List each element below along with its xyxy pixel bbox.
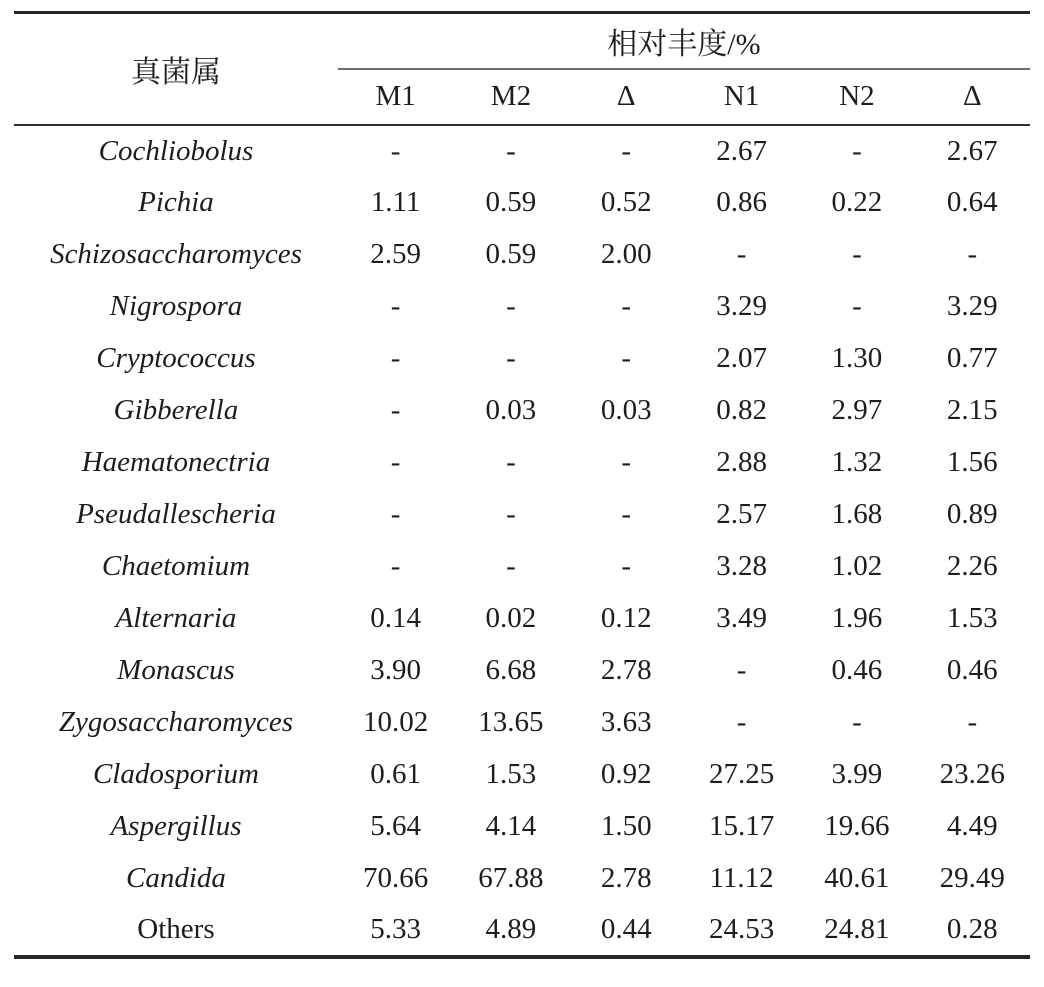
column-header-delta-m: Δ — [569, 69, 684, 125]
column-header-m2: M2 — [453, 69, 568, 125]
value-cell: - — [390, 394, 401, 426]
table-row — [14, 905, 1030, 957]
genus-cell: Pseudallescheria — [76, 498, 276, 530]
value-cell: 0.03 — [600, 394, 652, 426]
table-row — [14, 593, 1030, 645]
value-cell: - — [736, 654, 747, 686]
fungal-relative-abundance-table — [14, 11, 1030, 959]
value-cell: 10.02 — [362, 706, 429, 738]
value-cell: 0.03 — [485, 394, 537, 426]
value-cell: 0.12 — [600, 602, 652, 634]
value-cell: 0.61 — [370, 758, 421, 790]
value-cell: - — [390, 290, 401, 322]
genus-cell: Others — [137, 913, 215, 945]
value-cell: 19.66 — [824, 810, 890, 842]
value-cell: - — [852, 238, 862, 270]
value-cell: 0.92 — [600, 758, 652, 790]
value-cell: 40.61 — [824, 862, 890, 894]
table-row — [14, 437, 1030, 489]
value-cell: 2.59 — [370, 238, 421, 270]
value-cell: - — [390, 550, 401, 582]
value-cell: - — [390, 134, 401, 167]
value-cell: 4.49 — [946, 810, 998, 842]
table-row — [14, 333, 1030, 385]
genus-cell: Chaetomium — [101, 550, 251, 582]
genus-column-header: 真菌属 — [14, 13, 338, 125]
value-cell: - — [506, 290, 516, 322]
value-cell: - — [621, 290, 632, 322]
value-cell: - — [736, 706, 747, 738]
value-cell: 1.11 — [370, 186, 421, 218]
column-header-m1: M1 — [338, 69, 453, 125]
value-cell: 0.59 — [485, 186, 537, 218]
value-cell: 70.66 — [362, 862, 429, 894]
value-cell: 2.88 — [716, 446, 767, 478]
value-cell: - — [390, 446, 401, 478]
value-cell: 0.46 — [831, 654, 883, 686]
value-cell: 0.82 — [716, 394, 767, 426]
value-cell: - — [506, 134, 516, 167]
table-header — [14, 13, 1030, 125]
value-cell: 2.67 — [946, 134, 998, 167]
value-cell: 0.86 — [716, 186, 767, 218]
value-cell: - — [736, 238, 747, 270]
value-cell: 24.53 — [708, 913, 775, 945]
value-cell: 2.00 — [600, 238, 652, 270]
table-row — [14, 645, 1030, 697]
value-cell: 6.68 — [485, 654, 537, 686]
value-cell: - — [621, 498, 632, 530]
value-cell: - — [390, 498, 401, 530]
genus-cell: Nigrospora — [109, 290, 243, 322]
value-cell: 3.49 — [716, 602, 767, 634]
column-header-n2: N2 — [799, 69, 914, 125]
value-cell: 2.97 — [831, 394, 883, 426]
value-cell: - — [506, 498, 516, 530]
value-cell: 1.53 — [485, 758, 537, 790]
value-cell: - — [967, 706, 978, 738]
table-row — [14, 385, 1030, 437]
genus-cell: Pichia — [138, 186, 214, 218]
value-cell: 15.17 — [708, 810, 775, 842]
value-cell: 0.59 — [485, 238, 537, 270]
value-cell: 5.33 — [370, 913, 421, 945]
genus-cell: Zygosaccharomyces — [58, 706, 294, 738]
value-cell: 4.89 — [485, 913, 537, 945]
table-row — [14, 801, 1030, 853]
table-row — [14, 853, 1030, 905]
value-cell: 3.29 — [716, 290, 767, 322]
value-cell: 1.50 — [600, 810, 652, 842]
genus-cell: Cochliobolus — [98, 134, 254, 167]
value-cell: 0.44 — [600, 913, 652, 945]
value-cell: 2.07 — [716, 342, 767, 374]
value-cell: 5.64 — [370, 810, 421, 842]
table-row — [14, 541, 1030, 593]
genus-cell: Monascus — [117, 654, 235, 686]
value-cell: - — [852, 290, 862, 322]
table-row — [14, 229, 1030, 281]
value-cell: 3.63 — [600, 706, 652, 738]
value-cell: 0.28 — [946, 913, 998, 945]
value-cell: - — [621, 446, 632, 478]
value-cell: 0.52 — [600, 186, 652, 218]
value-cell: - — [390, 342, 401, 374]
value-cell: 2.57 — [716, 498, 767, 530]
value-cell: 4.14 — [485, 810, 537, 842]
header-row-top — [14, 13, 1030, 69]
value-cell: 1.56 — [946, 446, 998, 478]
value-cell: 67.88 — [478, 862, 544, 894]
genus-cell: Cryptococcus — [96, 342, 256, 374]
value-cell: 2.78 — [600, 862, 652, 894]
value-cell: 2.26 — [946, 550, 998, 582]
value-cell: 3.29 — [946, 290, 998, 322]
genus-cell: Candida — [126, 862, 226, 894]
table-body — [14, 125, 1030, 957]
value-cell: 3.28 — [716, 550, 767, 582]
value-cell: - — [506, 550, 516, 582]
value-cell: 2.78 — [600, 654, 652, 686]
table-row — [14, 697, 1030, 749]
genus-cell: Schizosaccharomyces — [50, 238, 302, 270]
genus-cell: Haematonectria — [81, 446, 271, 478]
value-cell: 0.64 — [946, 186, 998, 218]
value-cell: 3.99 — [831, 758, 883, 790]
table-row — [14, 125, 1030, 177]
genus-cell: Cladosporium — [92, 758, 259, 790]
genus-cell: Alternaria — [115, 602, 237, 634]
value-cell: 0.22 — [831, 186, 883, 218]
column-header-n1: N1 — [684, 69, 799, 125]
value-cell: 1.96 — [831, 602, 883, 634]
value-cell: - — [967, 238, 978, 270]
value-cell: - — [852, 134, 862, 167]
table-row — [14, 281, 1030, 333]
value-cell: - — [621, 134, 632, 167]
value-cell: 29.49 — [939, 862, 1005, 894]
value-cell: 27.25 — [708, 758, 775, 790]
value-cell: 2.15 — [946, 394, 998, 426]
value-cell: 1.68 — [831, 498, 883, 530]
genus-cell: Gibberella — [113, 394, 239, 426]
table-row — [14, 489, 1030, 541]
value-cell: 24.81 — [824, 913, 890, 945]
value-cell: - — [621, 342, 632, 374]
value-cell: 1.30 — [831, 342, 883, 374]
value-cell: 2.67 — [716, 134, 767, 167]
value-cell: 1.32 — [831, 446, 883, 478]
relative-abundance-spanner-header: 相对丰度/% — [338, 13, 1030, 69]
value-cell: - — [506, 342, 516, 374]
value-cell: 1.53 — [946, 602, 998, 634]
table-row — [14, 177, 1030, 229]
value-cell: 23.26 — [939, 758, 1005, 790]
genus-cell: Aspergillus — [110, 810, 242, 842]
value-cell: 1.02 — [831, 550, 883, 582]
value-cell: - — [506, 446, 516, 478]
value-cell: 0.14 — [370, 602, 421, 634]
value-cell: - — [852, 706, 862, 738]
value-cell: 0.77 — [946, 342, 998, 374]
value-cell: 11.12 — [709, 862, 774, 894]
value-cell: - — [621, 550, 632, 582]
column-header-delta-n: Δ — [915, 69, 1030, 125]
value-cell: 0.46 — [946, 654, 998, 686]
value-cell: 0.02 — [485, 602, 537, 634]
value-cell: 3.90 — [370, 654, 421, 686]
value-cell: 13.65 — [478, 706, 544, 738]
value-cell: 0.89 — [946, 498, 998, 530]
table-row — [14, 749, 1030, 801]
